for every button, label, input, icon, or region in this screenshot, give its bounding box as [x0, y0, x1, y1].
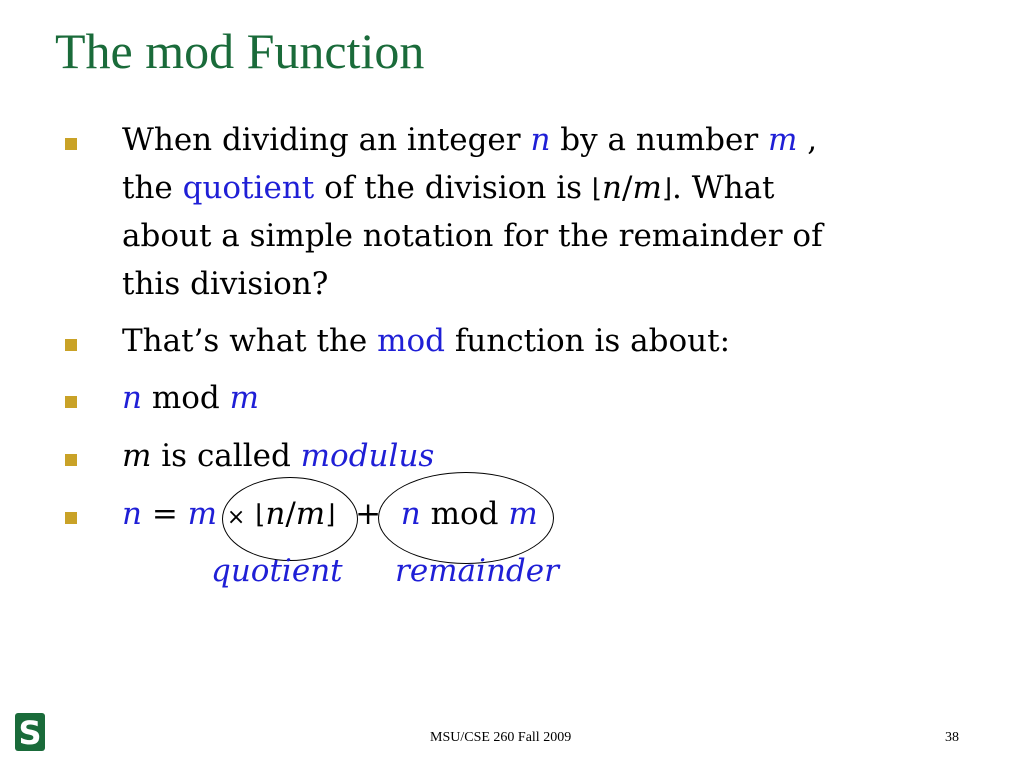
bullet-marker — [65, 339, 77, 351]
msu-logo-icon — [15, 713, 45, 751]
floor-right-icon: ⌋ — [661, 174, 673, 204]
quotient-label: quotient — [211, 553, 343, 589]
slash: / — [285, 496, 296, 532]
text: That’s what the — [122, 323, 378, 359]
var-m: m — [122, 438, 152, 474]
slide-title: The mod Function — [55, 23, 425, 79]
footer-course: MSU/CSE 260 Fall 2009 — [430, 730, 572, 745]
floor-left-icon: ⌊ — [591, 174, 603, 204]
floor-left-icon: ⌊ — [255, 500, 266, 530]
logo-letter: S — [18, 714, 42, 751]
text: the — [122, 170, 183, 206]
remainder-circle — [378, 472, 554, 564]
var-n: n — [265, 496, 286, 532]
var-n: n — [122, 496, 142, 532]
keyword-modulus: modulus — [300, 438, 435, 474]
bullet-3 — [122, 380, 259, 416]
plus: + — [355, 496, 382, 532]
bullet-4 — [122, 438, 435, 474]
bullet-marker — [65, 512, 77, 524]
var-n: n — [602, 170, 623, 206]
bullet-1-line-2 — [122, 170, 775, 206]
text: When dividing an integer — [122, 122, 531, 158]
equals: = — [141, 496, 188, 532]
text: is called — [151, 438, 301, 474]
text: of the division is — [314, 170, 592, 206]
times-icon: × — [226, 505, 246, 530]
var-n: n — [530, 122, 551, 158]
var-m: m — [632, 170, 662, 206]
var-m: m — [295, 496, 326, 532]
var-n: n — [400, 496, 421, 532]
quotient-circle — [222, 477, 358, 561]
text: mod — [141, 380, 230, 416]
bullet-1-line-4: this division? — [122, 266, 329, 302]
bullet-1-line-1 — [122, 122, 818, 158]
bullet-1-line-3: about a simple notation for the remainder of — [122, 218, 823, 254]
text: , — [797, 122, 818, 158]
text: function is about: — [445, 323, 731, 359]
page-number: 38 — [945, 730, 959, 745]
keyword-quotient: quotient — [182, 170, 315, 206]
text: . What — [672, 170, 775, 206]
var-n: n — [122, 380, 142, 416]
remainder-label: remainder — [395, 553, 559, 589]
text: by a number — [550, 122, 769, 158]
mod-operator: mod — [420, 496, 509, 532]
bullet-marker — [65, 454, 77, 466]
bullet-marker — [65, 396, 77, 408]
slash: / — [622, 170, 633, 206]
var-m: m — [229, 380, 259, 416]
var-m: m — [768, 122, 798, 158]
floor-right-icon: ⌋ — [325, 500, 336, 530]
keyword-mod: mod — [377, 323, 446, 359]
bullet-2 — [122, 323, 731, 359]
var-m: m — [508, 496, 538, 532]
var-m: m — [187, 496, 218, 532]
bullet-marker — [65, 138, 77, 150]
